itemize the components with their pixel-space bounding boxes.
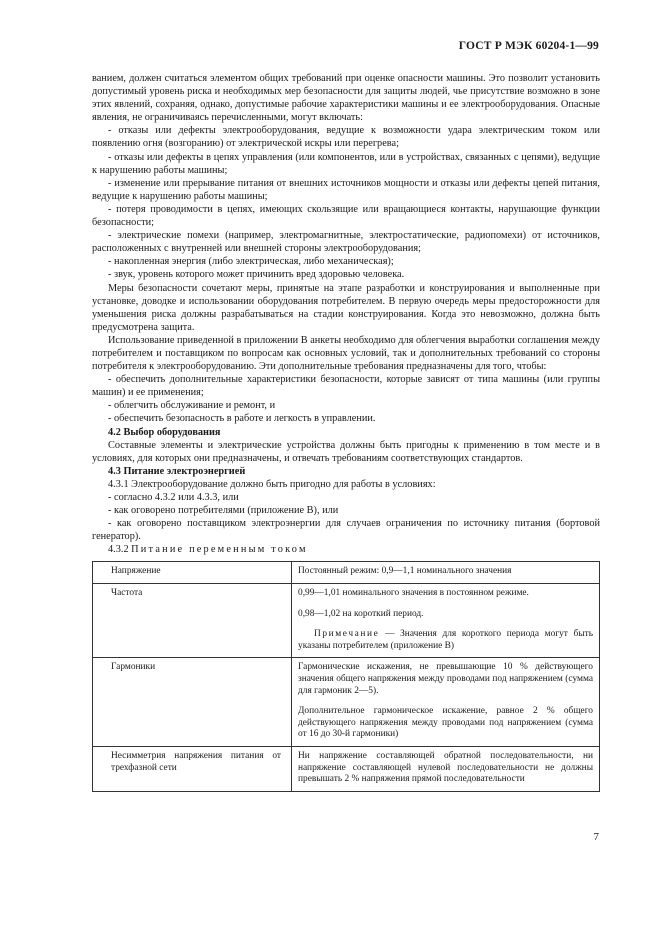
list-item-hazard: - электрические помехи (например, электромагнитные, электростатические, радиопомехи) от источников, расположенных с внутренней или внешней стороны электрооборудования; [92, 230, 600, 255]
clause-title: Питание переменным током [131, 544, 308, 556]
section-heading-4-2: 4.2 Выбор оборудования [108, 426, 221, 438]
table-cell-value [292, 658, 600, 747]
table-cell-parameter [93, 747, 292, 792]
clause-4-3-2 [92, 543, 600, 556]
ac-supply-table [92, 561, 600, 791]
clause-number: 4.3.2 [108, 544, 129, 556]
value-text: Дополнительное гармоническое искажение, равное 2 % общего действующего напряжения между проводами под напряжением (сумма от 16 до 30-й гармоники) [298, 706, 593, 740]
section-4-2-text: Составные элементы и электрические устройства должны быть пригодны к применению в том месте и в условиях, для которых они предназначены, и отвечать требованиям соответствующих стандартов. [92, 439, 600, 464]
list-item-condition: - как оговорено поставщиком электроэнергии для случаев ограничения по источнику питания (бортовой генератор). [92, 518, 600, 543]
list-item-requirement: - обеспечить дополнительные характеристики безопасности, которые зависят от типа машины (или группы машин) и ее применения; [92, 374, 600, 399]
note-text: — Значения для короткого периода могут быть указаны потребителем (приложение В) [298, 629, 593, 651]
table-note [298, 629, 593, 652]
list-item-requirement: - обеспечить безопасность в работе и легкость в управлении. [108, 413, 376, 425]
paragraph-questionnaire: Использование приведенной в приложении В анкеты необходимо для облегчения выработки соглашения между потребителем и поставщиком по вопросам как основных условий, так и дополнительных требований со стороны потребителя к электрооборудованию. Эти дополнительные требования предназначены для того, чтобы: [92, 334, 600, 373]
table-cell-parameter: Гармоники [93, 658, 292, 747]
list-item-hazard: - отказы или дефекты в цепях управления (или компонентов, или в устройствах, связанных с цепями), ведущие к нарушению работы машины; [92, 151, 600, 176]
value-text: 0,99—1,01 номинального значения в постоянном режиме. [298, 588, 529, 599]
list-item-hazard: - изменение или прерывание питания от внешних источников мощности и отказы или дефекты цепей питания, ведущие к нарушению работы машины; [92, 177, 600, 202]
table-cell-value [292, 562, 600, 584]
table-cell-value [292, 584, 600, 658]
table-cell-parameter: Частота [93, 584, 292, 658]
note-label: Примечание [314, 629, 380, 640]
list-item-condition: - как оговорено потребителями (приложение В), или [108, 505, 339, 517]
section-heading-4-3: 4.3 Питание электроэнергией [108, 465, 246, 477]
list-item-hazard: - потеря проводимости в цепях, имеющих скользящие или вращающиеся контакты, нарушающие функции безопасности; [92, 203, 600, 229]
list-item-requirement: - облегчить обслуживание и ремонт, и [108, 400, 276, 412]
table-cell-parameter: Напряжение [93, 562, 292, 584]
value-text: 0,98—1,02 на короткий период. [298, 608, 424, 619]
page-number: 7 [593, 831, 599, 843]
standard-header: ГОСТ Р МЭК 60204-1—99 [458, 40, 599, 52]
value-text: Постоянный режим: 0,9—1,1 номинального значения [298, 566, 512, 577]
parameter-text: Несимметрия напряжения питания от трехфазной сети [111, 751, 281, 773]
table-row [93, 584, 600, 658]
list-item-hazard: - накопленная энергия (либо электрическая, либо механическая); [108, 256, 394, 268]
list-item-hazard: - звук, уровень которого может причинить вред здоровью человека. [108, 269, 405, 281]
page-body [92, 72, 600, 792]
value-text: Гармонические искажения, не превышающие 10 % действующего значения общего напряжения между проводами под напряжением (сумма для гармоник 2—5). [298, 662, 593, 696]
value-text: Ни напряжение составляющей обратной последовательности, ни напряжение составляющей нулевой последовательности не должны превышать 2 % напряжения прямой последовательности [298, 751, 593, 785]
list-item-hazard: - отказы или дефекты электрооборудования, ведущие к возможности удара электрическим током или появлению огня (возгоранию) от электрической искры или перегрева; [92, 125, 600, 150]
list-item-condition: - согласно 4.3.2 или 4.3.3, или [108, 492, 239, 503]
paragraph-safety-measures: Меры безопасности сочетают меры, принятые на этапе разработки и конструирования и выполненные при установке, доводке и использовании оборудования потребителем. В первую очередь меры предосторожности для уменьшения риска должны разрабатываться на стадии конструирования. Когда это невозможно, должна быть предусмотрена защита. [92, 282, 600, 333]
table-row [93, 747, 600, 792]
paragraph-continuation: ванием, должен считаться элементом общих требований при оценке опасности машины. Это позволит установить допустимый уровень риска и необходимых мер безопасности для защиты людей, чье присутствие возможно в зоне этих явлений, сохраняя, однако, допустимые рабочие характеристики машины и ее электрооборудования. Опасные явления, не ограничиваясь перечисленными, могут включать: [92, 73, 600, 124]
table-cell-value [292, 747, 600, 792]
clause-4-3-1: 4.3.1 Электрооборудование должно быть пригодно для работы в условиях: [108, 478, 436, 490]
table-row [93, 562, 600, 584]
table-row [93, 658, 600, 747]
